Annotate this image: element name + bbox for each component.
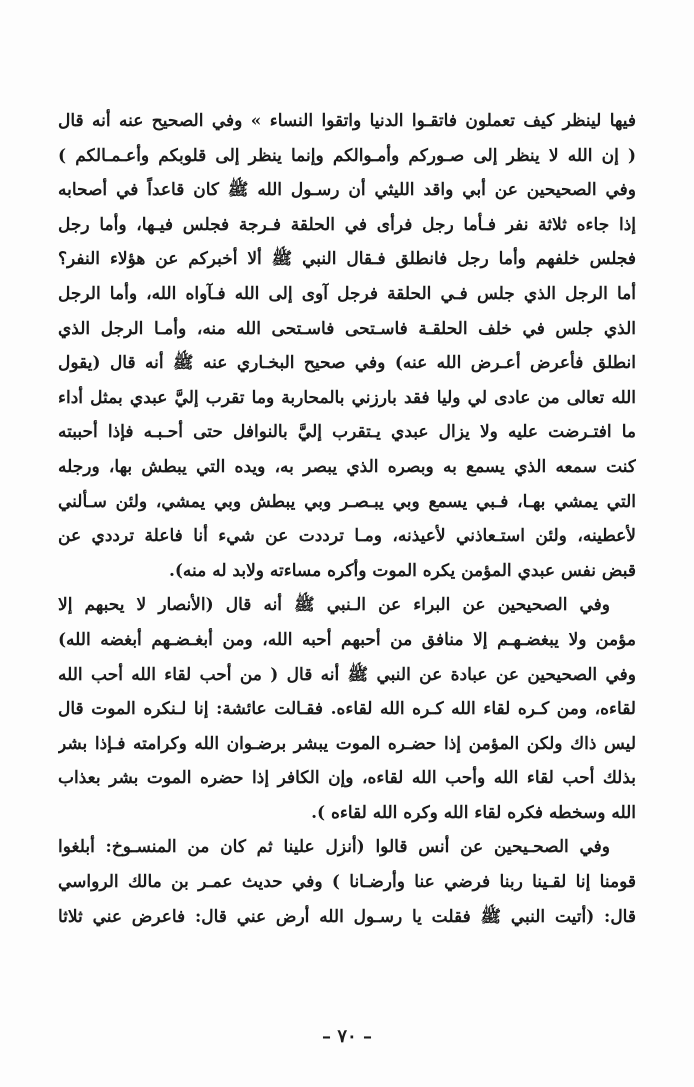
text-line: إذا جاءه ثلاثة نفر فـأما رجل فرأى في الحلقة فـرجة فجلس فيـها، وأما رجل bbox=[58, 214, 636, 235]
text-line: الله وسخطه فكره لقاء الله وكره الله لقاءه ). bbox=[311, 802, 636, 823]
text-line: الله تعالى من عادى لي وليا فقد بارزني بالمحاربة وما تقرب إليَّ عبدي بمثل أداء bbox=[58, 387, 636, 408]
text-line: قبض نفس عبدي المؤمن يكره الموت وأكره مساءته ولابد له منه). bbox=[168, 560, 636, 581]
text-line: الذي جلس في خلف الحلقـة فاسـتحى فاسـتحى الله منه، وأمـا الرجل الذي bbox=[58, 318, 636, 339]
text-line: انطلق فأعرض أعـرض الله عنه) وفي صحيح البخـاري عنه ﷺ أنه قال (يقول bbox=[58, 353, 636, 374]
text-line: فجلس خلفهم وأما رجل فانطلق فـقال النبي ﷺ ألا أخبركم عن هؤلاء النفر؟ bbox=[58, 249, 636, 270]
text-line: ( إن الله لا ينظر إلى صـوركم وأمـوالكم وإنما ينظر إلى قلوبكم وأعـمـالكم ) bbox=[58, 145, 636, 166]
text-line: وفي الصحيحين عن أبي واقد الليثي أن رسـول الله ﷺ كان قاعداً في أصحابه bbox=[58, 180, 636, 201]
text-line: قال: (أتيت النبي ﷺ فقلت يا رسـول الله أرض عني قال: فاعرض عني ثلاثا bbox=[58, 906, 636, 927]
body-text bbox=[58, 104, 636, 934]
text-line: لقاءه، ومن كـره لقاء الله كـره الله لقاءه. فقـالت عائشة: إنا لـنكره الموت قال bbox=[58, 699, 636, 720]
text-line: وفي الصحـيحين عن أنس قالوا (أنزل علينا ثم كان من المنسـوخ: أبلغوا bbox=[58, 837, 610, 858]
text-line: كنت سمعه الذي يسمع به وبصره الذي يبصر به، ويده التي يبطش بها، ورجله bbox=[58, 456, 636, 477]
text-line: وفي الصحيحين عن عبادة عن النبي ﷺ أنه قال ( من أحب لقاء الله أحب الله bbox=[58, 664, 636, 685]
text-line: التي يمشي بهـا، فـبي يسمع وبي يبـصـر وبي يبطش وبي يمشي، ولئن سـألني bbox=[58, 491, 636, 512]
text-line: فيها لينظر كيف تعملون فاتقـوا الدنيا واتقوا النساء » وفي الصحيح عنه أنه قال bbox=[58, 111, 636, 131]
text-line: أما الرجل الذي جلس فـي الحلقة فرجل آوى إلى الله فـآواه الله، وأما الرجل bbox=[58, 283, 636, 304]
text-line: قومنا إنا لقـينا ربنا فرضي عنا وأرضـانا ) وفي حديث عمـر بن مالك الرواسي bbox=[58, 872, 636, 893]
text-line: ليس ذاك ولكن المؤمن إذا حضـره الموت يبشر برضـوان الله وكرامته فـإذا بشر bbox=[58, 733, 636, 754]
text-line: لأعطينه، ولئن استـعاذني لأعيذنه، ومـا ترددت عن شيء أنا فاعلة ترددي عن bbox=[58, 526, 636, 547]
text-line: وفي الصحيحين عن البراء عن الـنبي ﷺ أنه قال (الأنصار لا يحبهم إلا bbox=[58, 595, 610, 616]
text-line: مؤمن ولا يبغضـهـم إلا منافق من أحبهم أحبه الله، ومن أبغـضـهم أبغضه الله) bbox=[58, 629, 636, 650]
text-line: ما افتـرضت عليه ولا يزال عبدي يـتقرب إليَّ بالنوافل حتى أحـبـه فإذا أحببته bbox=[58, 422, 636, 443]
text-line: بذلك أحب لقاء الله وأحب الله لقاءه، وإن الكافر إذا حضره الموت بشر بعذاب bbox=[58, 768, 636, 789]
page-number: – ٧٠ – bbox=[322, 1026, 372, 1047]
